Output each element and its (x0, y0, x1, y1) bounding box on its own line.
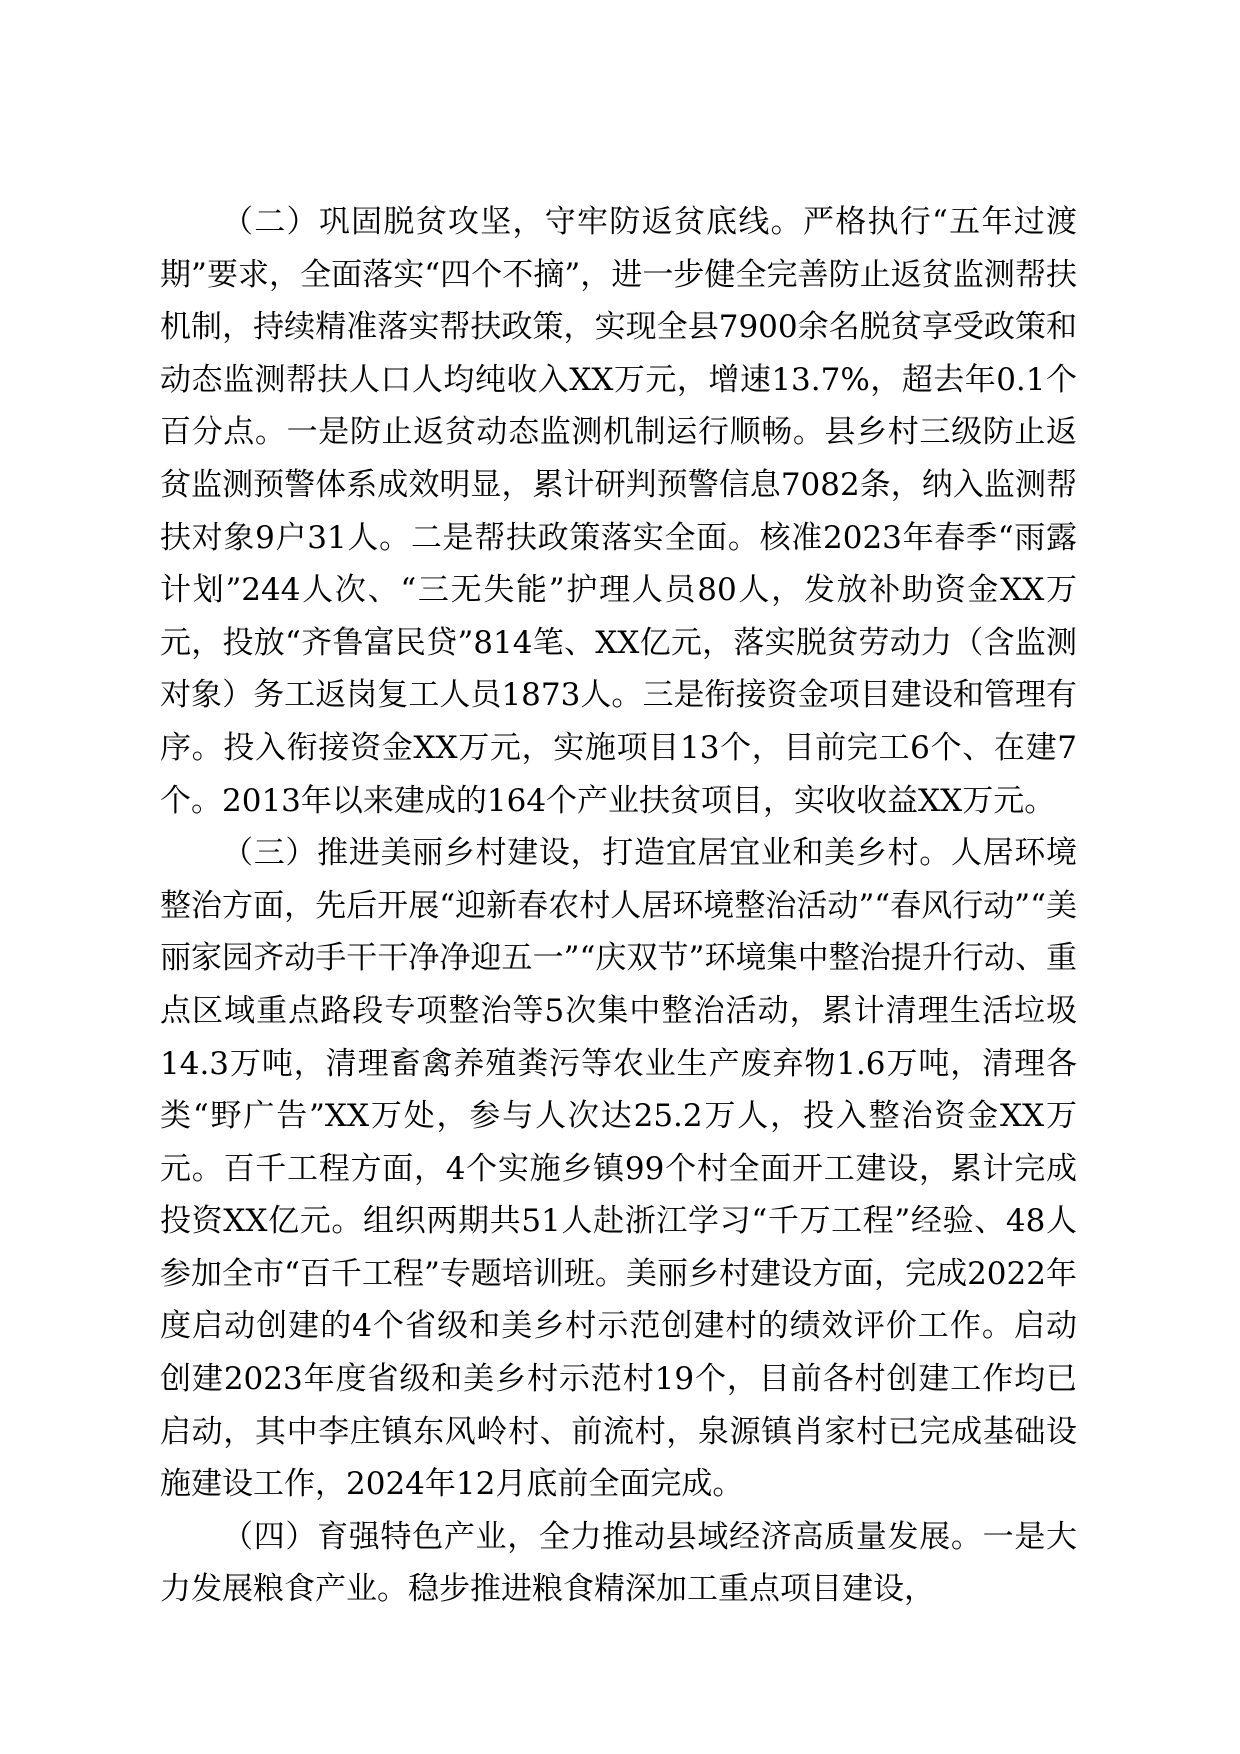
paragraph-consolidate-poverty-alleviation (160, 196, 1077, 827)
paragraph-body: 严格执行“五年过渡期”要求，全面落实“四个不摘”，进一步健全完善防止返贫监测帮扶机制，持续精准落实帮扶政策，实现全县7900余名脱贫享受政策和动态监测帮扶人口人均纯收入XX万元，增速13.7%，超去年0.1个百分点。一是防止返贫动态监测机制运行顺畅。县乡村三级防止返贫监测预警体系成效明显，累计研判预警信息7082条，纳入监测帮扶对象9户31人。二是帮扶政策落实全面。核准2023年春季“雨露计划”244人次、“三无失能”护理人员80人，发放补助资金XX万元，投放“齐鲁富民贷”814笔、XX亿元，落实脱贫劳动力（含监测对象）务工返岗复工人员1873人。三是衔接资金项目建设和管理有序。投入衔接资金XX万元，实施项目13个，目前完工6个、在建7个。2013年以来建成的164个产业扶贫项目，实收收益XX万元。 (160, 204, 1077, 819)
paragraph-characteristic-industry (160, 1511, 1077, 1616)
paragraph-heading: （三）推进美丽乡村建设，打造宜居宜业和美乡村。 (222, 835, 951, 872)
paragraph-body: 人居环境整治方面，先后开展“迎新春农村人居环境整治活动”“春风行动”“美丽家园齐动手干干净净迎五一”“庆双节”环境集中整治提升行动、重点区域重点路段专项整治等5次集中整治活动，累计清理生活垃圾14.3万吨，清理畜禽养殖粪污等农业生产废弃物1.6万吨，清理各类“野广告”XX万处，参与人次达25.2万人，投入整治资金XX万元。百千工程方面，4个实施乡镇99个村全面开工建设，累计完成投资XX亿元。组织两期共51人赴浙江学习“千万工程”经验、48人参加全市“百千工程”专题培训班。美丽乡村建设方面，完成2022年度启动创建的4个省级和美乡村示范创建村的绩效评价工作。启动创建2023年度省级和美乡村示范村19个，目前各村创建工作均已启动，其中李庄镇东风岭村、前流村，泉源镇肖家村已完成基础设施建设工作，2024年12月底前全面完成。 (160, 835, 1077, 1503)
document-page (160, 196, 1077, 1616)
paragraph-heading: （二）巩固脱贫攻坚，守牢防返贫底线。 (222, 204, 803, 240)
paragraph-heading: （四）育强特色产业，全力推动县域经济高质量发展。 (222, 1518, 983, 1555)
paragraph-body: 一是大力发展粮食产业。稳步推进粮食精深加工重点项目建设， (160, 1518, 1078, 1608)
paragraph-beautiful-countryside (160, 827, 1077, 1511)
